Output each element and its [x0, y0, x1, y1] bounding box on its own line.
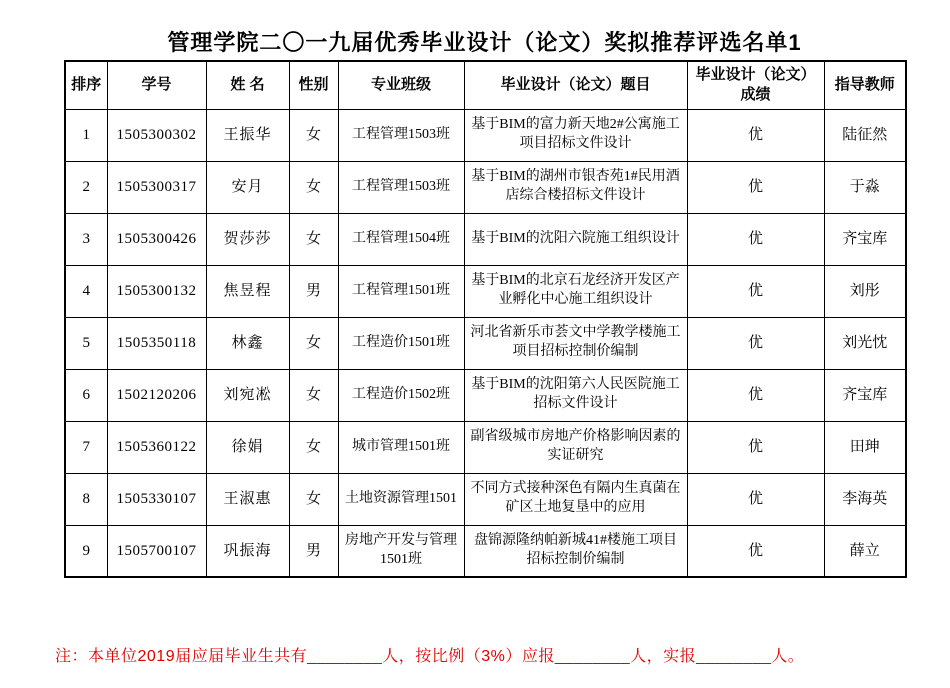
cell-advisor: 刘光忱 [824, 317, 906, 369]
cell-student-id: 1505300317 [107, 161, 206, 213]
cell-grade: 优 [687, 369, 824, 421]
cell-gender: 女 [289, 369, 338, 421]
table-row [65, 369, 906, 421]
cell-gender: 女 [289, 473, 338, 525]
cell-advisor: 薛立 [824, 525, 906, 577]
cell-grade: 优 [687, 421, 824, 473]
cell-thesis-title: 基于BIM的沈阳第六人民医院施工招标文件设计 [464, 369, 687, 421]
cell-class: 工程管理1501班 [338, 265, 464, 317]
table-header-row [65, 61, 906, 109]
cell-rank: 7 [65, 421, 107, 473]
cell-student-id: 1505330107 [107, 473, 206, 525]
cell-gender: 女 [289, 109, 338, 161]
cell-advisor: 齐宝库 [824, 213, 906, 265]
cell-class: 城市管理1501班 [338, 421, 464, 473]
cell-rank: 1 [65, 109, 107, 161]
cell-name: 林鑫 [206, 317, 289, 369]
cell-gender: 男 [289, 525, 338, 577]
award-table [64, 60, 907, 578]
cell-student-id: 1505350118 [107, 317, 206, 369]
footer-note: 注：本单位2019届应届毕业生共有________人，按比例（3%）应报________人，实报________人。 [55, 648, 805, 665]
cell-thesis-title: 副省级城市房地产价格影响因素的实证研究 [464, 421, 687, 473]
table-row [65, 161, 906, 213]
page-title: 管理学院二〇一九届优秀毕业设计（论文）奖拟推荐评选名单1 [167, 30, 802, 55]
cell-advisor: 于淼 [824, 161, 906, 213]
cell-name: 王淑惠 [206, 473, 289, 525]
cell-name: 刘宛凇 [206, 369, 289, 421]
table-row [65, 265, 906, 317]
table-row [65, 109, 906, 161]
cell-advisor: 陆征然 [824, 109, 906, 161]
cell-thesis-title: 基于BIM的富力新天地2#公寓施工项目招标文件设计 [464, 109, 687, 161]
table-row [65, 421, 906, 473]
cell-grade: 优 [687, 161, 824, 213]
cell-rank: 2 [65, 161, 107, 213]
cell-rank: 9 [65, 525, 107, 577]
cell-class: 工程管理1504班 [338, 213, 464, 265]
cell-name: 贺莎莎 [206, 213, 289, 265]
cell-thesis-title: 盘锦源隆纳帕新城41#楼施工项目招标控制价编制 [464, 525, 687, 577]
cell-class: 工程造价1501班 [338, 317, 464, 369]
cell-thesis-title: 基于BIM的北京石龙经济开发区产业孵化中心施工组织设计 [464, 265, 687, 317]
cell-grade: 优 [687, 265, 824, 317]
cell-advisor: 田珅 [824, 421, 906, 473]
cell-gender: 女 [289, 213, 338, 265]
cell-name: 安月 [206, 161, 289, 213]
cell-gender: 女 [289, 421, 338, 473]
cell-name: 徐娟 [206, 421, 289, 473]
cell-name: 焦昱程 [206, 265, 289, 317]
cell-rank: 3 [65, 213, 107, 265]
table-row [65, 525, 906, 577]
cell-name: 巩振海 [206, 525, 289, 577]
cell-grade: 优 [687, 109, 824, 161]
header-name: 姓 名 [206, 61, 289, 109]
cell-grade: 优 [687, 473, 824, 525]
cell-grade: 优 [687, 317, 824, 369]
cell-student-id: 1502120206 [107, 369, 206, 421]
cell-gender: 女 [289, 161, 338, 213]
cell-class: 工程管理1503班 [338, 109, 464, 161]
cell-name: 王振华 [206, 109, 289, 161]
cell-advisor: 刘彤 [824, 265, 906, 317]
cell-thesis-title: 基于BIM的沈阳六院施工组织设计 [464, 213, 687, 265]
cell-class: 工程管理1503班 [338, 161, 464, 213]
cell-gender: 男 [289, 265, 338, 317]
cell-class: 土地资源管理1501 [338, 473, 464, 525]
table-row [65, 473, 906, 525]
cell-rank: 5 [65, 317, 107, 369]
cell-advisor: 齐宝库 [824, 369, 906, 421]
cell-thesis-title: 不同方式接种深色有隔内生真菌在矿区土地复垦中的应用 [464, 473, 687, 525]
table-body [65, 109, 906, 577]
header-rank: 排序 [65, 61, 107, 109]
cell-class: 房地产开发与管理1501班 [338, 525, 464, 577]
cell-rank: 8 [65, 473, 107, 525]
cell-student-id: 1505700107 [107, 525, 206, 577]
cell-advisor: 李海英 [824, 473, 906, 525]
cell-thesis-title: 基于BIM的湖州市银杏苑1#民用酒店综合楼招标文件设计 [464, 161, 687, 213]
header-class: 专业班级 [338, 61, 464, 109]
cell-gender: 女 [289, 317, 338, 369]
table-row [65, 317, 906, 369]
table-row [65, 213, 906, 265]
cell-rank: 4 [65, 265, 107, 317]
header-student-id: 学号 [107, 61, 206, 109]
cell-rank: 6 [65, 369, 107, 421]
cell-grade: 优 [687, 213, 824, 265]
header-advisor: 指导教师 [824, 61, 906, 109]
header-thesis-title: 毕业设计（论文）题目 [464, 61, 687, 109]
cell-thesis-title: 河北省新乐市荟文中学教学楼施工项目招标控制价编制 [464, 317, 687, 369]
cell-student-id: 1505300302 [107, 109, 206, 161]
header-grade: 毕业设计（论文）成绩 [687, 61, 824, 109]
cell-student-id: 1505300426 [107, 213, 206, 265]
cell-grade: 优 [687, 525, 824, 577]
cell-student-id: 1505360122 [107, 421, 206, 473]
header-gender: 性别 [289, 61, 338, 109]
cell-class: 工程造价1502班 [338, 369, 464, 421]
cell-student-id: 1505300132 [107, 265, 206, 317]
